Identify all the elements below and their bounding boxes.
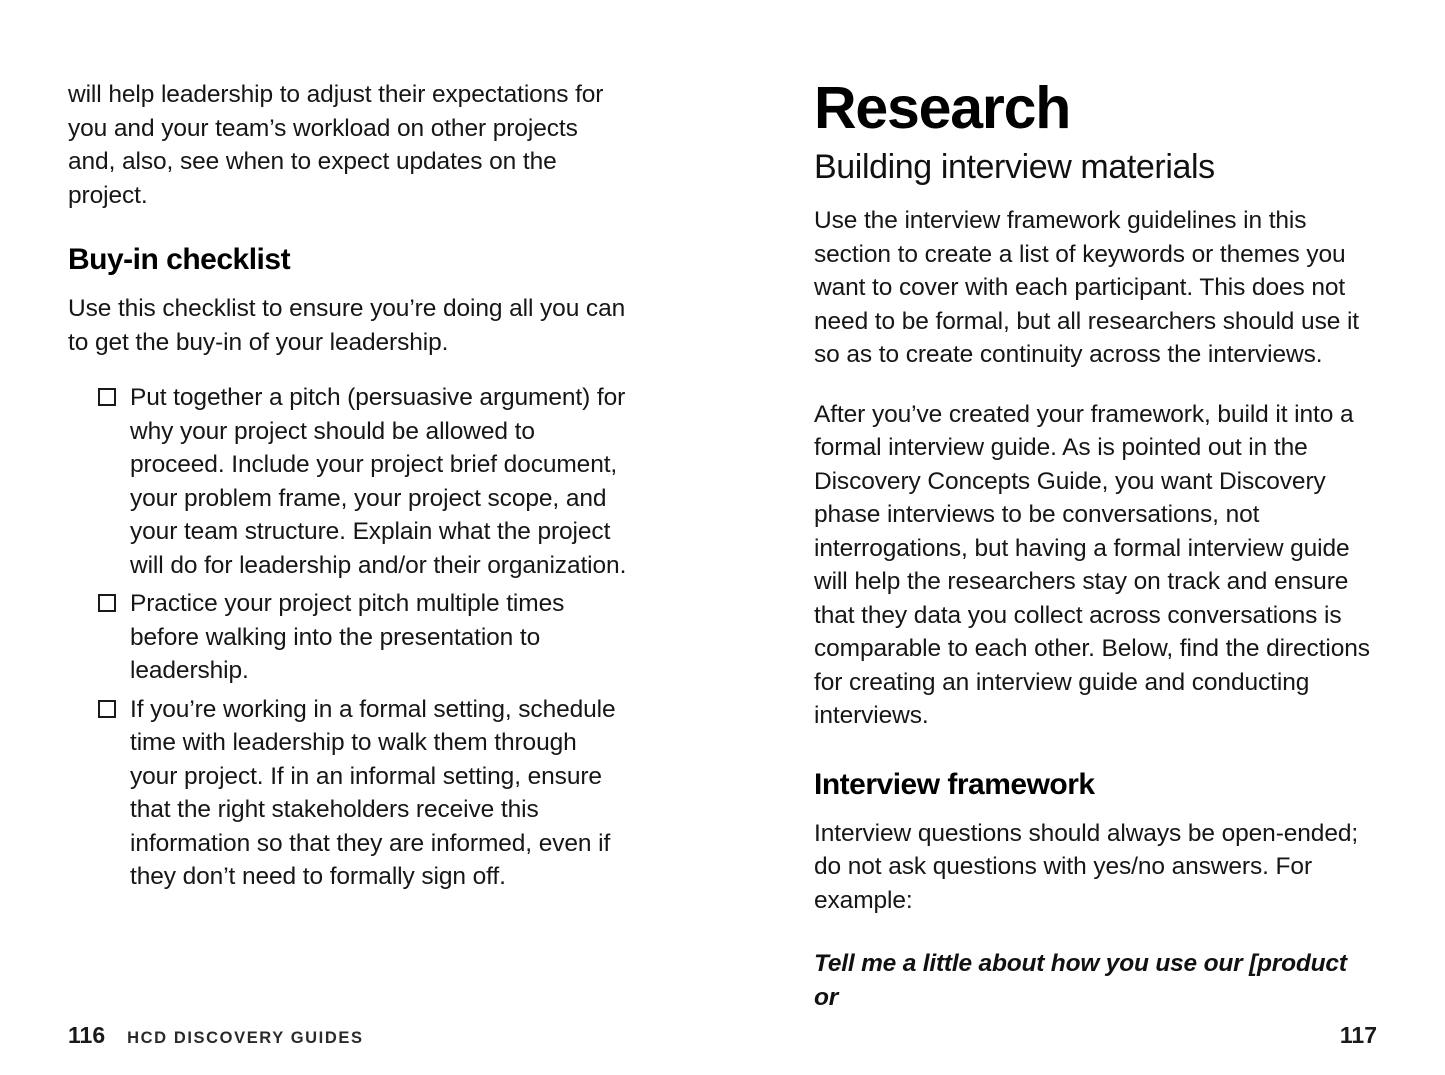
paragraph: Interview questions should always be open-ended; do not ask questions with yes/no answers. For example:: [814, 819, 1359, 914]
example-question: Tell me a little about how you use our [product or: [814, 950, 1347, 1011]
folio-left: 116: [68, 1022, 106, 1048]
folio-right: 117: [1339, 1022, 1377, 1048]
page-subtitle: Building interview materials: [814, 148, 1215, 186]
list-item-text: Practice your project pitch multiple times before walking into the presentation to leadership.: [130, 590, 565, 684]
buy-in-checklist-heading: Buy-in checklist: [68, 243, 291, 276]
paragraph: After you’ve created your framework, build it into a formal interview guide. As is pointed out in the Discovery Concepts Guide, you want Discovery phase interviews to be conversations, not interrogations, but having a formal interview guide will help the researchers stay on track and ensure that they data you collect across conversations is comparable to each other. Below, find the directions for creating an interview guide and conducting interviews.: [814, 400, 1370, 729]
continued-paragraph: will help leadership to adjust their expectations for you and your team’s workload on other projects and, also, see when to expect updates on the project.: [68, 81, 604, 209]
checklist-intro: Use this checklist to ensure you’re doing all you can to get the buy-in of your leadership.: [68, 295, 626, 356]
footer-left: [68, 1022, 364, 1049]
list-item: [98, 693, 630, 894]
paragraph: Use the interview framework guidelines in this section to create a list of keywords or themes you want to cover with each participant. This does not need to be formal, but all researchers should use it so as to create continuity across the interviews.: [814, 207, 1359, 368]
right-page: [722, 0, 1444, 1075]
interview-framework-heading: Interview framework: [814, 767, 1095, 801]
page-title: Research: [814, 75, 1071, 141]
list-item-text: If you’re working in a formal setting, schedule time with leadership to walk them through your project. If in an informal setting, ensure that the right stakeholders receive this information so that they are informed, even if they don’t need to formally sign off.: [130, 695, 616, 890]
left-page: [0, 0, 722, 1075]
checkbox-icon[interactable]: [98, 594, 116, 612]
list-item-text: Put together a pitch (persuasive argument) for why your project should be allowed to proceed. Include your project brief document, your problem frame, your project scope, and your team structure. Explain what the project will do for leadership and/or their organization.: [130, 384, 627, 579]
list-item: [98, 381, 630, 582]
footer-right: [1340, 1022, 1377, 1049]
buy-in-checklist: [68, 381, 630, 894]
checkbox-icon[interactable]: [98, 700, 116, 718]
page-footer: [0, 1019, 1445, 1049]
running-head: HCD DISCOVERY GUIDES: [127, 1029, 364, 1047]
checkbox-icon[interactable]: [98, 388, 116, 406]
list-item: [98, 587, 630, 688]
